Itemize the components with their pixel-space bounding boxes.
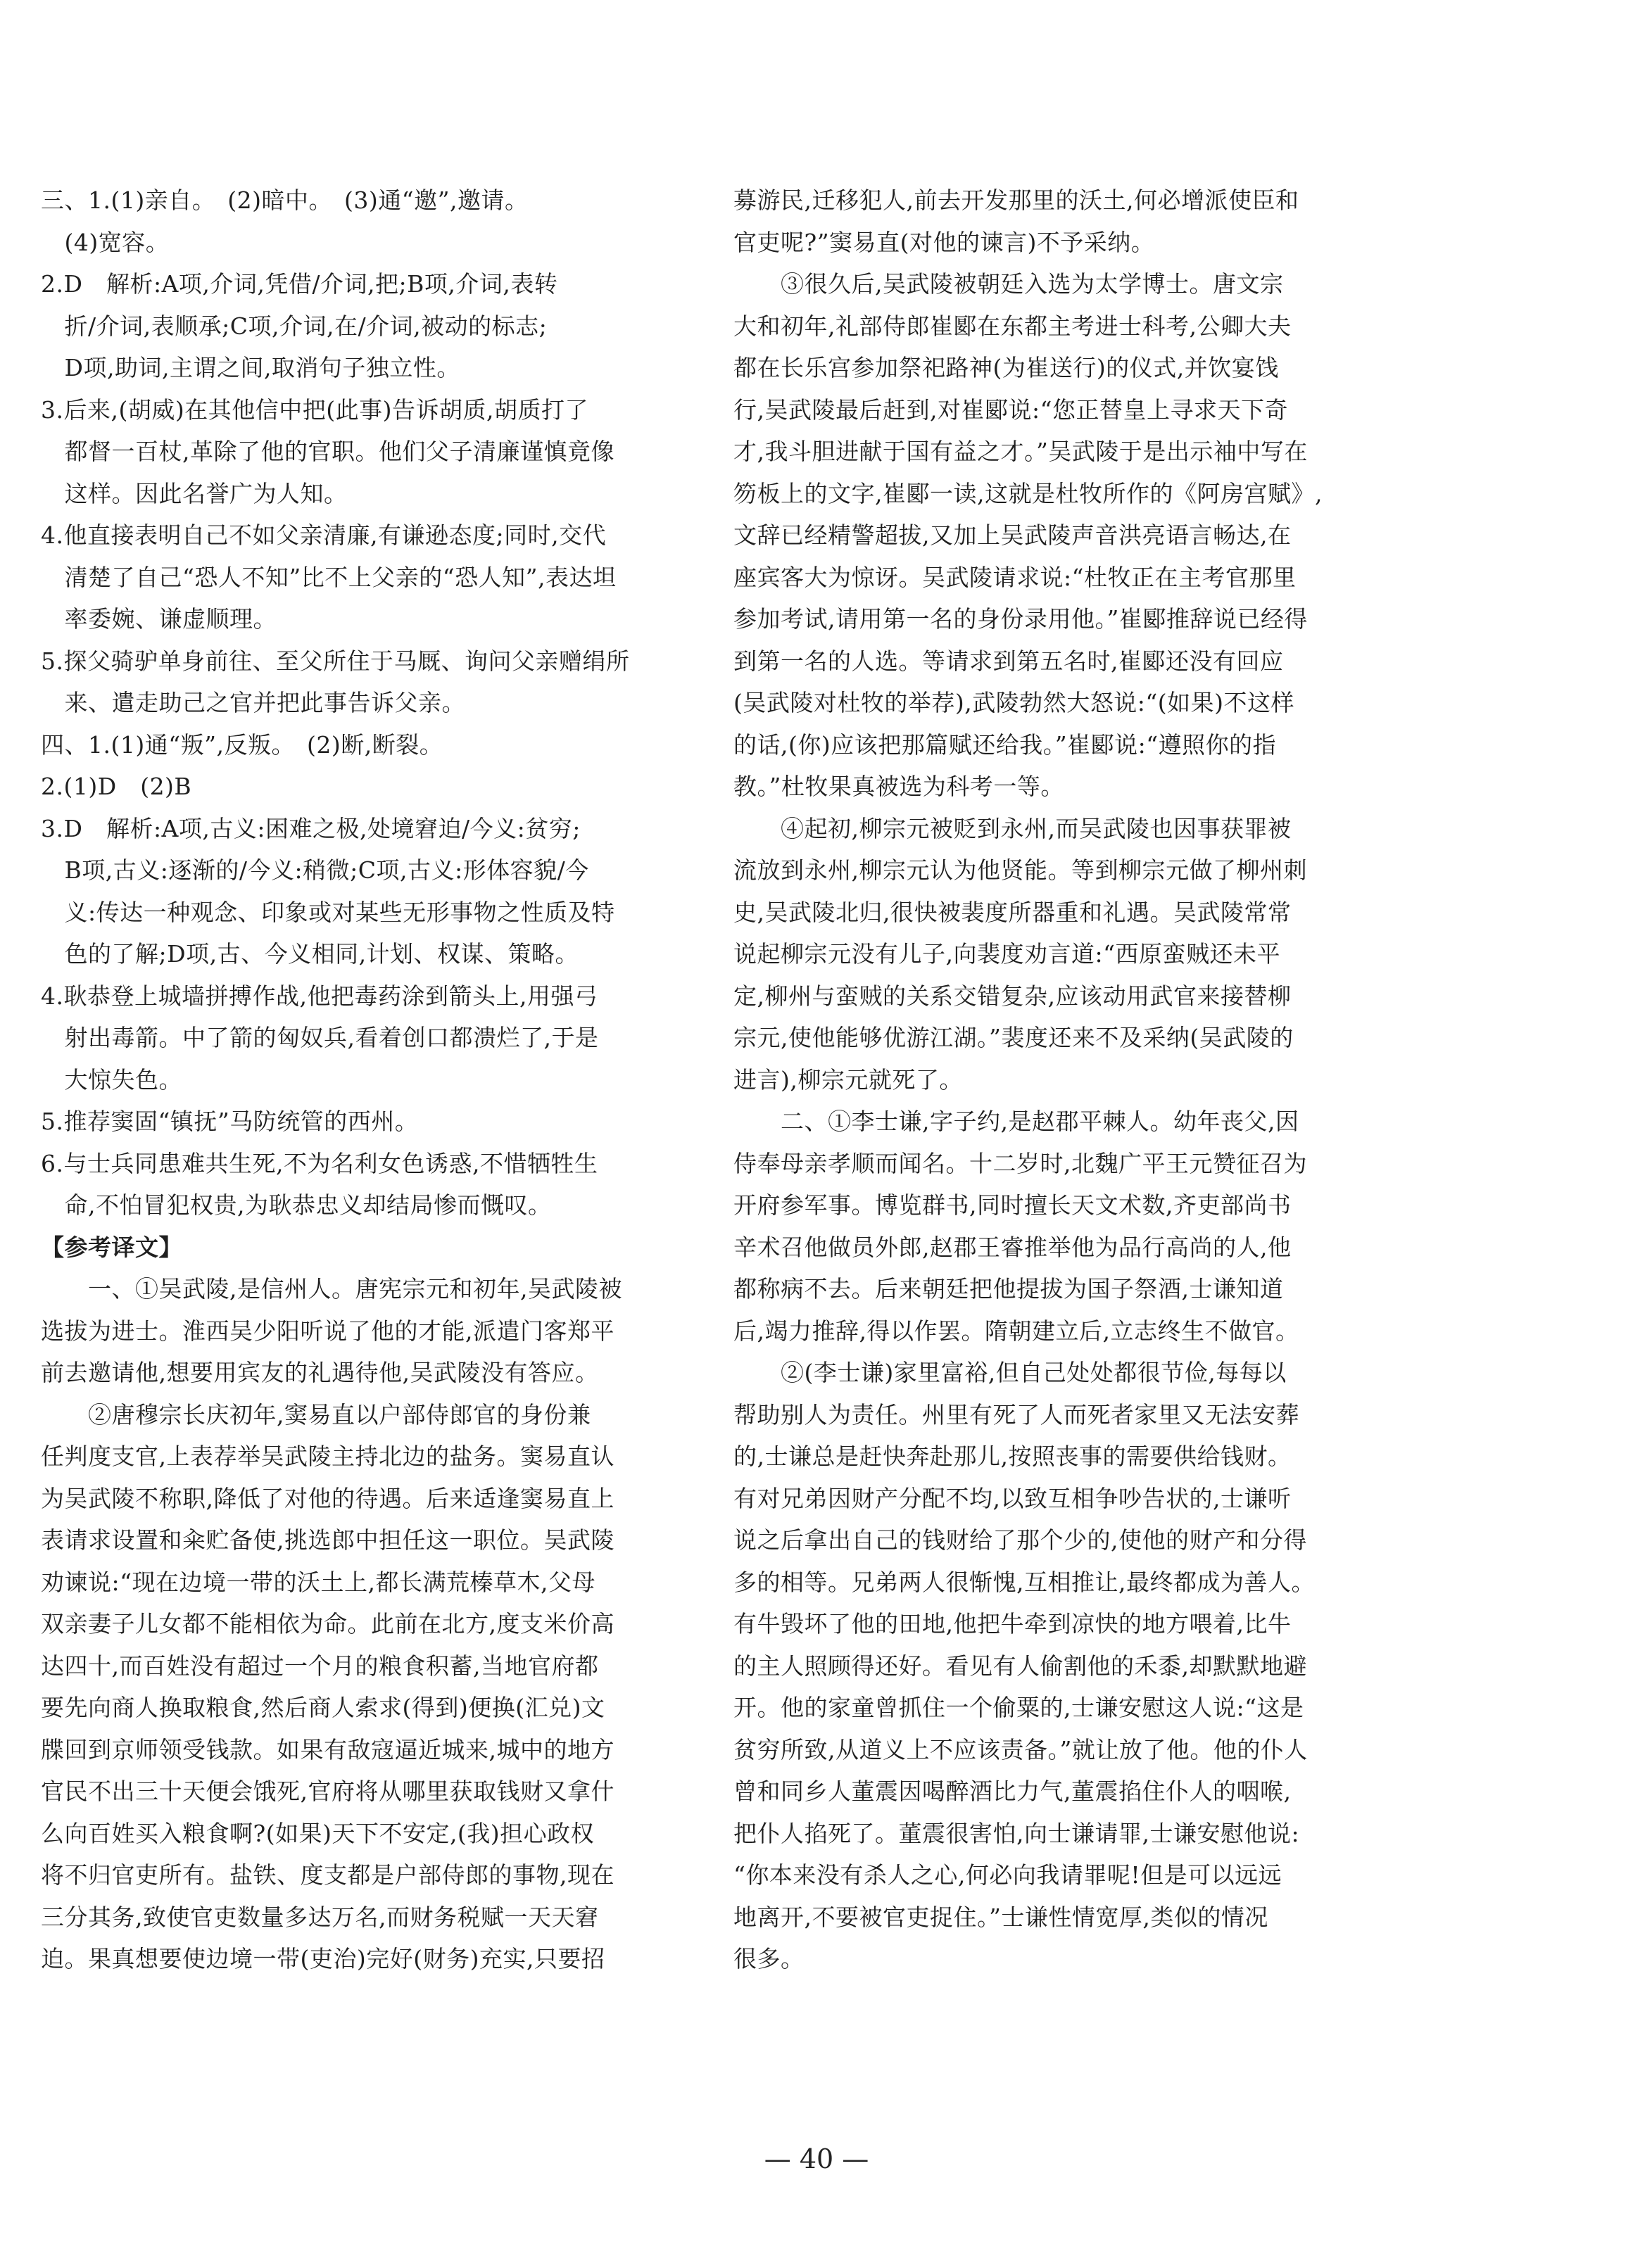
right-column-line: 把仆人掐死了。董震很害怕,向士谦请罪,士谦安慰他说: xyxy=(733,1819,1300,1847)
left-column-line: 官民不出三十天便会饿死,官府将从哪里获取钱财又拿什 xyxy=(41,1778,614,1805)
left-column-line: 一、①吴武陵,是信州人。唐宪宗元和初年,吴武陵被 xyxy=(41,1275,622,1303)
right-column-line: 参加考试,请用第一名的身份录用他。”崔郾推辞说已经得 xyxy=(733,605,1308,633)
left-column-line: 3.D 解析:A项,古义:困难之极,处境窘迫/今义:贫穷; xyxy=(41,814,581,842)
right-column-line: “你本来没有杀人之心,何必向我请罪呢!但是可以远远 xyxy=(733,1861,1282,1889)
right-column-line: 曾和同乡人董震因喝醉酒比力气,董震掐住仆人的咽喉, xyxy=(733,1778,1292,1805)
left-column-line: 6.与士兵同患难共生死,不为名利女色诱惑,不惜牺牲生 xyxy=(41,1149,598,1177)
right-column-line: 行,吴武陵最后赶到,对崔郾说:“您正替皇上寻求天下奇 xyxy=(733,395,1288,424)
left-column-line: 达四十,而百姓没有超过一个月的粮食积蓄,当地官府都 xyxy=(41,1652,599,1680)
right-column-line: (吴武陵对杜牧的举荐),武陵勃然大怒说:“(如果)不这样 xyxy=(733,689,1294,716)
right-column-line: 的话,(你)应该把那篇赋还给我。”崔郾说:“遵照你的指 xyxy=(733,730,1277,759)
right-column-line: 教。”杜牧果真被选为科考一等。 xyxy=(733,773,1064,800)
right-column-line: 到第一名的人选。等请求到第五名时,崔郾还没有回应 xyxy=(733,647,1284,675)
right-column-line: 笏板上的文字,崔郾一读,这就是杜牧所作的《阿房宫赋》, xyxy=(733,479,1323,507)
left-column-line: B项,古义:逐渐的/今义:稍微;C项,古义:形体容貌/今 xyxy=(41,856,589,884)
page-number: — 40 — xyxy=(764,2143,869,2174)
right-column-line: 很多。 xyxy=(733,1945,805,1972)
left-column-line: 三分其务,致使官吏数量多达万名,而财务税赋一天天窘 xyxy=(41,1903,599,1931)
right-column-line: 贫穷所致,从道义上不应该责备。”就让放了他。他的仆人 xyxy=(733,1735,1308,1763)
left-column-line: 牒回到京师领受钱款。如果有敌寇逼近城来,城中的地方 xyxy=(41,1735,614,1763)
left-column-line: (4)宽容。 xyxy=(41,228,170,256)
left-column-line: 这样。因此名誉广为人知。 xyxy=(41,479,348,507)
left-column-line: 前去邀请他,想要用宾友的礼遇待他,吴武陵没有答应。 xyxy=(41,1359,599,1386)
right-column-line: 都在长乐宫参加祭祀路神(为崔送行)的仪式,并饮宴饯 xyxy=(733,354,1279,381)
right-column-line: 文辞已经精警超拔,又加上吴武陵声音洪亮语言畅达,在 xyxy=(733,521,1292,549)
right-column-line: 定,柳州与蛮贼的关系交错复杂,应该动用武官来接替柳 xyxy=(733,982,1292,1010)
left-column-line: 任判度支官,上表荐举吴武陵主持北边的盐务。窦易直认 xyxy=(41,1443,614,1470)
left-column-line: 折/介词,表顺承;C项,介词,在/介词,被动的标志; xyxy=(41,312,548,340)
left-column-line: 清楚了自己“恐人不知”比不上父亲的“恐人知”,表达坦 xyxy=(41,563,617,591)
left-column-line: D项,助词,主谓之间,取消句子独立性。 xyxy=(41,354,460,381)
left-column-line: 大惊失色。 xyxy=(41,1065,182,1094)
left-column-line: 三、1.(1)亲自。 (2)暗中。 (3)通“邀”,邀请。 xyxy=(41,186,529,214)
left-column-line: ②唐穆宗长庆初年,窦易直以户部侍郎官的身份兼 xyxy=(41,1400,591,1428)
right-column-line: ④起初,柳宗元被贬到永州,而吴武陵也因事获罪被 xyxy=(733,814,1292,842)
right-column-line: 募游民,迁移犯人,前去开发那里的沃土,何必增派使臣和 xyxy=(733,186,1299,214)
right-column-line: 后,竭力推辞,得以作罢。隋朝建立后,立志终生不做官。 xyxy=(733,1317,1299,1345)
right-column-line: 的主人照顾得还好。看见有人偷割他的禾黍,却默默地避 xyxy=(733,1652,1307,1680)
left-column-line: 2.(1)D (2)B xyxy=(41,773,192,800)
left-column-line: 为吴武陵不称职,降低了对他的待遇。后来适逢窦易直上 xyxy=(41,1484,614,1512)
right-column-line: 宗元,使他能够优游江湖。”裴度还来不及采纳(吴武陵的 xyxy=(733,1024,1294,1051)
left-column-line: 双亲妻子儿女都不能相依为命。此前在北方,度支米价高 xyxy=(41,1610,614,1637)
left-column-line: 射出毒箭。中了箭的匈奴兵,看着创口都溃烂了,于是 xyxy=(41,1024,599,1051)
left-column-line: 选拔为进士。淮西吴少阳听说了他的才能,派遣门客郑平 xyxy=(41,1317,614,1345)
left-column-line: 来、遣走助己之官并把此事告诉父亲。 xyxy=(41,689,465,716)
left-column-line: 4.他直接表明自己不如父亲清廉,有谦逊态度;同时,交代 xyxy=(41,521,607,549)
left-column-line: 命,不怕冒犯权贵,为耿恭忠义却结局惨而慨叹。 xyxy=(41,1191,552,1219)
right-column-line: 地离开,不要被官吏捉住。”士谦性情宽厚,类似的情况 xyxy=(733,1903,1268,1931)
right-column-line: 进言),柳宗元就死了。 xyxy=(733,1065,963,1094)
left-column-line: 义:传达一种观念、印象或对某些无形事物之性质及特 xyxy=(41,898,615,926)
left-column-line: 率委婉、谦虚顺理。 xyxy=(41,605,277,633)
right-column-line: 官吏呢?”窦易直(对他的谏言)不予采纳。 xyxy=(733,228,1155,256)
left-column-line: 表请求设置和籴贮备使,挑选郎中担任这一职位。吴武陵 xyxy=(41,1526,614,1554)
left-column-line: 2.D 解析:A项,介词,凭借/介词,把;B项,介词,表转 xyxy=(41,270,558,298)
left-column-line: 都督一百杖,革除了他的官职。他们父子清廉谨慎竟像 xyxy=(41,438,614,465)
left-column-line: 【参考译文】 xyxy=(41,1233,182,1261)
right-column-line: 大和初年,礼部侍郎崔郾在东都主考进士科考,公卿大夫 xyxy=(733,312,1292,340)
left-column-line: 要先向商人换取粮食,然后商人索求(得到)便换(汇兑)文 xyxy=(41,1694,605,1721)
right-column-line: 流放到永州,柳宗元认为他贤能。等到柳宗元做了柳州刺 xyxy=(733,856,1307,884)
left-column-line: 四、1.(1)通“叛”,反叛。 (2)断,断裂。 xyxy=(41,730,443,759)
right-column-line: 才,我斗胆进献于国有益之才。”吴武陵于是出示袖中写在 xyxy=(733,438,1308,465)
left-column-line: 将不归官吏所有。盐铁、度支都是户部侍郎的事物,现在 xyxy=(41,1861,614,1889)
left-column-line: 5.探父骑驴单身前往、至父所住于马厩、询问父亲赠绢所 xyxy=(41,647,630,675)
right-column-line: 都称病不去。后来朝廷把他提拔为国子祭酒,士谦知道 xyxy=(733,1275,1284,1303)
right-column-line: 的,士谦总是赶快奔赴那儿,按照丧事的需要供给钱财。 xyxy=(733,1443,1292,1470)
left-column-line: 迫。果真想要使边境一带(吏治)完好(财务)充实,只要招 xyxy=(41,1945,605,1972)
right-column-line: 侍奉母亲孝顺而闻名。十二岁时,北魏广平王元赞征召为 xyxy=(733,1149,1307,1177)
right-column-line: 史,吴武陵北归,很快被裴度所器重和礼遇。吴武陵常常 xyxy=(733,898,1292,926)
right-column-line: 说之后拿出自己的钱财给了那个少的,使他的财产和分得 xyxy=(733,1526,1307,1554)
left-column xyxy=(41,179,695,1980)
right-column-line: 有对兄弟因财产分配不均,以致互相争吵告状的,士谦听 xyxy=(733,1484,1292,1512)
right-column-line: 开。他的家童曾抓住一个偷粟的,士谦安慰这人说:“这是 xyxy=(733,1694,1304,1721)
right-column-line: 有牛毁坏了他的田地,他把牛牵到凉快的地方喂着,比牛 xyxy=(733,1610,1292,1637)
left-column-line: 劝谏说:“现在边境一带的沃土上,都长满荒榛草木,父母 xyxy=(41,1568,595,1596)
right-column-line: 二、①李士谦,字子约,是赵郡平棘人。幼年丧父,因 xyxy=(733,1108,1299,1135)
right-column-line: 帮助别人为责任。州里有死了人而死者家里又无法安葬 xyxy=(733,1400,1299,1428)
right-column-line: 说起柳宗元没有儿子,向裴度劝言道:“西原蛮贼还未平 xyxy=(733,940,1280,968)
left-column-line: 4.耿恭登上城墙拼搏作战,他把毒药涂到箭头上,用强弓 xyxy=(41,982,598,1010)
left-column-line: 色的了解;D项,古、今义相同,计划、权谋、策略。 xyxy=(41,940,579,968)
left-column-line: 3.后来,(胡威)在其他信中把(此事)告诉胡质,胡质打了 xyxy=(41,395,588,424)
right-column-line: ②(李士谦)家里富裕,但自己处处都很节俭,每每以 xyxy=(733,1359,1287,1386)
right-column-line: ③很久后,吴武陵被朝廷入选为太学博士。唐文宗 xyxy=(733,270,1284,298)
left-column-line: 么向百姓买入粮食啊?(如果)天下不安定,(我)担心政权 xyxy=(41,1819,595,1847)
right-column-line: 开府参军事。博览群书,同时擅长天文术数,齐吏部尚书 xyxy=(733,1191,1292,1219)
right-column-line: 多的相等。兄弟两人很惭愧,互相推让,最终都成为善人。 xyxy=(733,1568,1315,1596)
right-column-line: 辛术召他做员外郎,赵郡王睿推举他为品行高尚的人,他 xyxy=(733,1233,1292,1261)
right-column xyxy=(733,179,1388,1980)
right-column-line: 座宾客大为惊讶。吴武陵请求说:“杜牧正在主考官那里 xyxy=(733,563,1297,591)
left-column-line: 5.推荐窦固“镇抚”马防统管的西州。 xyxy=(41,1108,419,1135)
